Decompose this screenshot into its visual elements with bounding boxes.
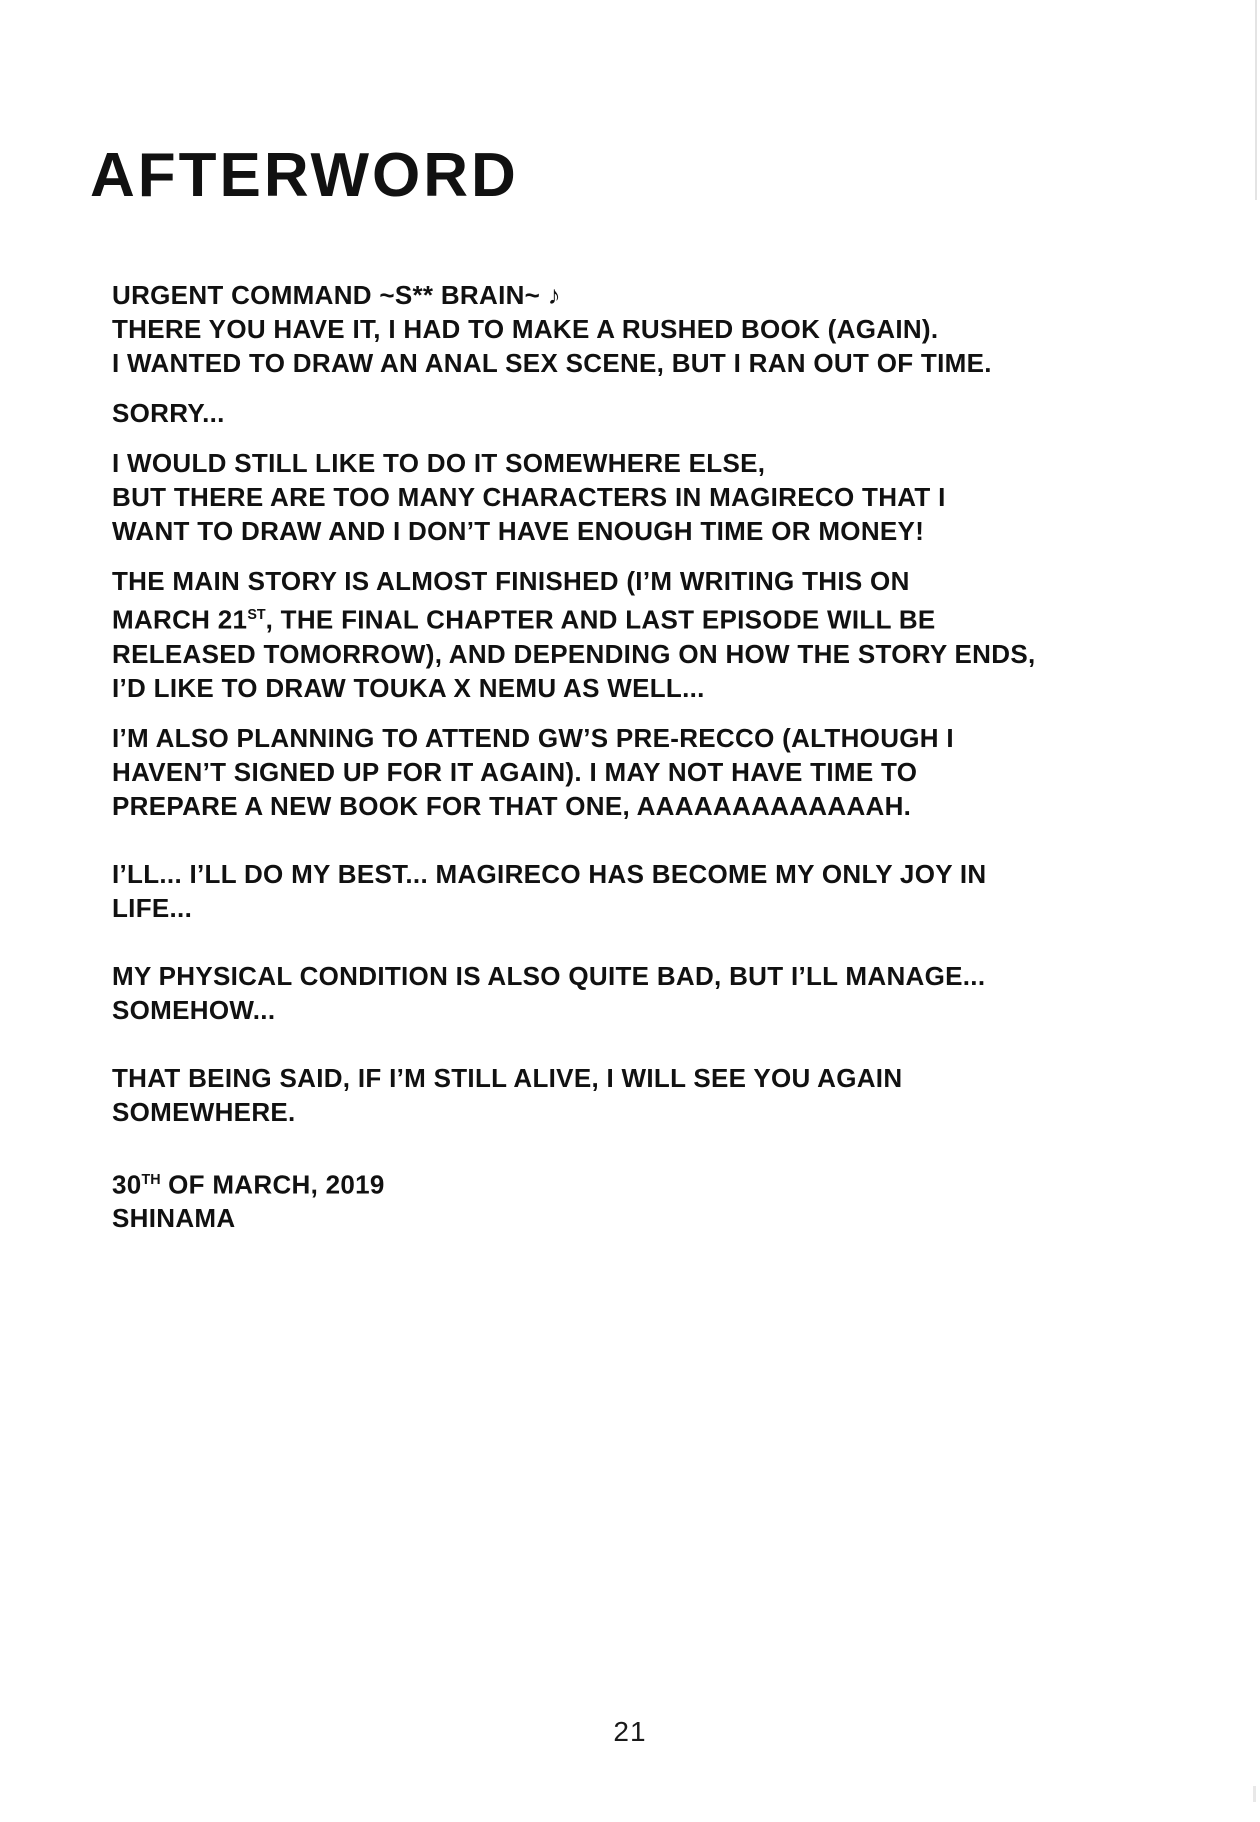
scan-artifact-smudge (1253, 1786, 1256, 1802)
text-line: 30TH OF MARCH, 2019 (112, 1169, 385, 1200)
text-line: THE MAIN STORY IS ALMOST FINISHED (I’M WRITING THIS ON (112, 566, 910, 596)
paragraph (112, 721, 1152, 823)
text-line: I WANTED TO DRAW AN ANAL SEX SCENE, BUT I RAN OUT OF TIME. (112, 348, 992, 378)
text-line: I WOULD STILL LIKE TO DO IT SOMEWHERE ELSE, (112, 448, 766, 478)
afterword-body (112, 278, 1152, 1235)
paragraph (112, 1163, 1152, 1236)
paragraph (112, 446, 1152, 548)
text-line: MARCH 21ST, THE FINAL CHAPTER AND LAST EPISODE WILL BE (112, 604, 936, 635)
text-line: THERE YOU HAVE IT, I HAD TO MAKE A RUSHED BOOK (AGAIN). (112, 314, 939, 344)
text-line: HAVEN’T SIGNED UP FOR IT AGAIN). I MAY NOT HAVE TIME TO (112, 756, 918, 787)
text-line: SHINAMA (112, 1203, 236, 1234)
text-line: WANT TO DRAW AND I DON’T HAVE ENOUGH TIME OR MONEY! (112, 516, 925, 546)
page-title: AFTERWORD (90, 140, 519, 210)
text-line: I’D LIKE TO DRAW TOUKA X NEMU AS WELL... (112, 672, 705, 703)
paragraph (112, 1061, 1152, 1129)
text-line: URGENT COMMAND ~S** BRAIN~ ♪ (112, 280, 561, 310)
scan-artifact-line (1255, 0, 1257, 200)
paragraph (112, 959, 1152, 1027)
text-line: PREPARE A NEW BOOK FOR THAT ONE, AAAAAAAAAAAAAH. (112, 790, 912, 821)
text-line: MY PHYSICAL CONDITION IS ALSO QUITE BAD, BUT I’LL MANAGE... (112, 960, 986, 991)
text-line: RELEASED TOMORROW), AND DEPENDING ON HOW THE STORY ENDS, (112, 638, 1036, 669)
paragraph (112, 564, 1152, 705)
text-line: THAT BEING SAID, IF I’M STILL ALIVE, I WILL SEE YOU AGAIN (112, 1062, 903, 1093)
superscript-ordinal: TH (141, 1171, 161, 1188)
superscript-ordinal: ST (247, 607, 266, 623)
text-line: SORRY... (112, 398, 225, 428)
page-number: 21 (613, 1716, 647, 1747)
paragraph (112, 278, 1152, 380)
text-line: SOMEHOW... (112, 994, 276, 1025)
paragraph (112, 857, 1152, 925)
text-line: I’LL... I’LL DO MY BEST... MAGIRECO HAS BECOME MY ONLY JOY IN (112, 858, 987, 889)
text-line: SOMEWHERE. (112, 1096, 296, 1127)
paragraph (112, 396, 1152, 430)
text-line: LIFE... (112, 892, 193, 923)
text-line: BUT THERE ARE TOO MANY CHARACTERS IN MAGIRECO THAT I (112, 482, 946, 512)
text-line: I’M ALSO PLANNING TO ATTEND GW’S PRE-RECCO (ALTHOUGH I (112, 722, 954, 753)
